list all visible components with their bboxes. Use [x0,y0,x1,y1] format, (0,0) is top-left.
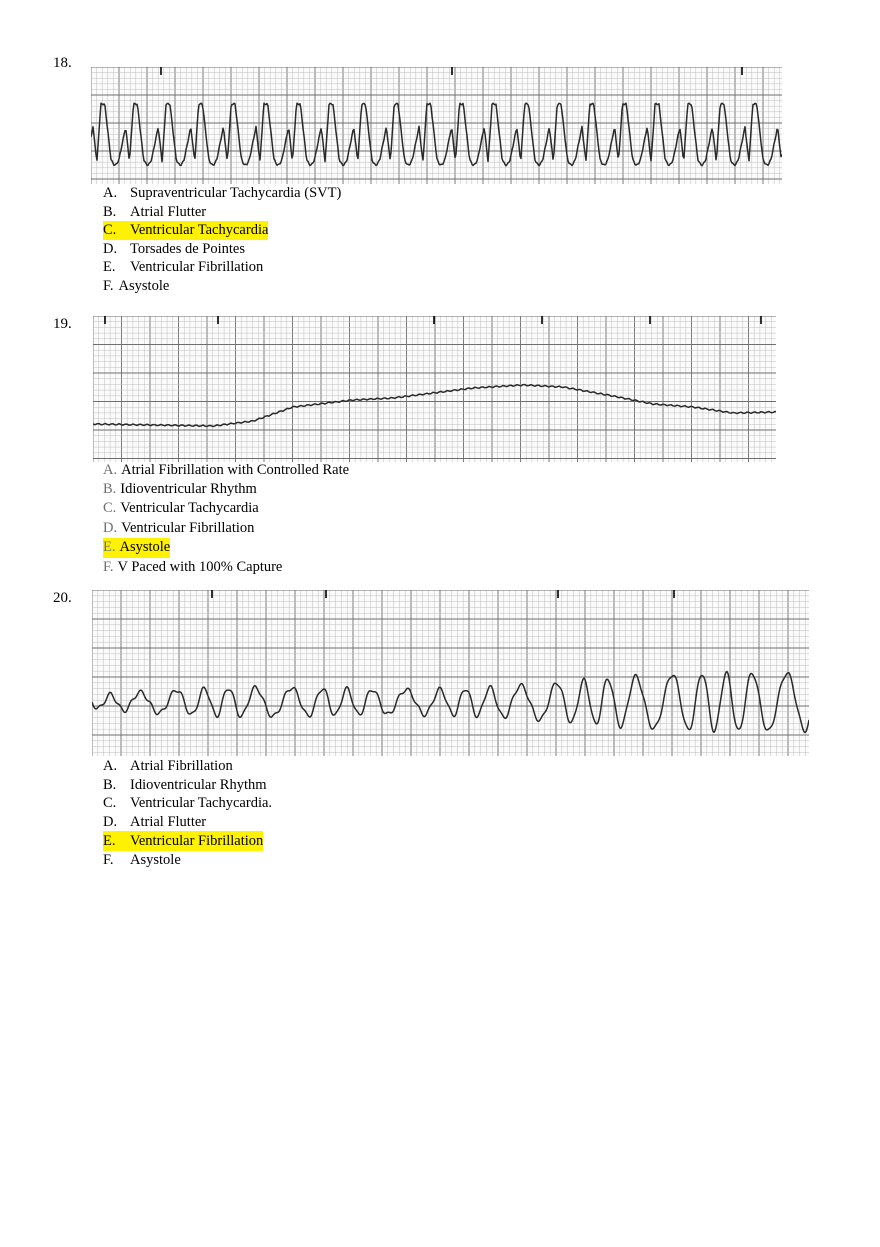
choice-20-c[interactable] [103,794,272,813]
choice-18-d[interactable] [103,240,341,259]
choice-text: Idioventricular Rhythm [120,480,257,497]
choice-text: Ventricular Tachycardia [130,222,269,239]
choice-text: Atrial Flutter [130,203,207,220]
choice-letter: C. [103,795,117,812]
answer-highlight [103,831,263,851]
choice-text: Ventricular Fibrillation [130,833,264,850]
choice-letter: A. [103,758,118,774]
choice-letter: A. [103,185,118,201]
ecg-strip-ventricular-tachycardia [91,67,782,184]
choice-letter: D. [103,813,118,830]
choice-18-a[interactable] [103,184,341,203]
choice-letter: C. [103,222,117,239]
choice-19-a[interactable] [103,461,349,480]
choice-letter: B. [103,480,117,497]
question-20-choices [103,757,272,870]
ecg-strip-asystole [93,316,776,462]
choice-18-b[interactable] [103,203,341,222]
choice-text: V Paced with 100% Capture [117,558,283,575]
choice-text: Ventricular Fibrillation [121,519,255,536]
choice-19-b[interactable] [103,480,349,500]
choice-text: Asystole [119,539,171,556]
choice-text: Atrial Fibrillation with Controlled Rate [121,462,350,478]
choice-20-e-correct[interactable] [103,831,272,851]
choice-letter: A. [103,462,118,478]
ecg-strip-ventricular-fibrillation [92,590,809,756]
choice-letter: D. [103,240,118,257]
choice-19-f[interactable] [103,558,349,578]
question-18-number: 18. [53,55,72,71]
choice-20-d[interactable] [103,813,272,832]
choice-letter: F. [103,558,114,575]
choice-text: Asystole [130,852,181,869]
choice-letter: C. [103,500,117,517]
choice-text: Ventricular Tachycardia [120,500,259,517]
choice-19-c[interactable] [103,499,349,519]
question-19-choices [103,461,349,577]
choice-letter: B. [103,203,117,220]
choice-letter: B. [103,776,117,793]
choice-letter: F. [103,277,114,294]
choice-text: Idioventricular Rhythm [130,776,267,793]
choice-text: Ventricular Fibrillation [130,259,264,276]
choice-text: Supraventricular Tachycardia (SVT) [130,185,342,201]
choice-20-a[interactable] [103,757,272,776]
answer-highlight [103,538,170,558]
ecg-grid [91,67,782,184]
choice-text: Ventricular Tachycardia. [130,795,273,812]
choice-text: Asystole [118,277,170,294]
choice-text: Torsades de Pointes [130,240,245,257]
ecg-grid [93,316,776,462]
choice-letter: D. [103,519,118,536]
choice-19-d[interactable] [103,519,349,539]
choice-letter: E. [103,539,116,556]
choice-18-c-correct[interactable] [103,221,341,240]
choice-letter: E. [103,259,116,276]
choice-letter: F. [103,852,114,869]
choice-text: Atrial Fibrillation [130,758,233,774]
choice-19-e-correct[interactable] [103,538,349,558]
question-20-number: 20. [53,590,72,606]
ecg-grid [92,590,809,756]
question-18-choices [103,184,341,296]
answer-highlight [103,221,268,240]
question-19-number: 19. [53,316,72,332]
choice-18-e[interactable] [103,258,341,277]
choice-20-b[interactable] [103,776,272,795]
choice-letter: E. [103,833,116,850]
choice-text: Atrial Flutter [130,813,207,830]
choice-18-f[interactable] [103,277,341,296]
choice-20-f[interactable] [103,851,272,870]
